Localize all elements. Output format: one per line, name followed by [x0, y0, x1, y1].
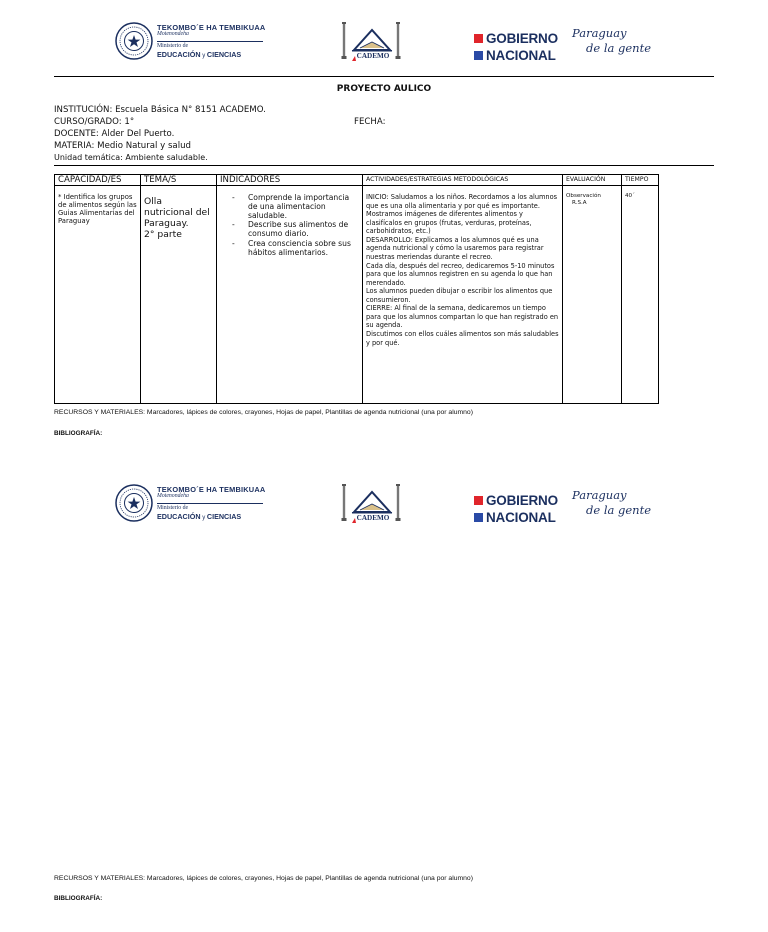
national-seal-icon	[115, 484, 153, 522]
ministry-logo	[157, 486, 265, 521]
cell-actividades	[363, 186, 563, 404]
fecha-field: FECHA:	[354, 117, 386, 127]
evaluacion-line1: Observación	[566, 193, 601, 199]
actividad-paragraph: Discutimos con ellos cuáles alimentos son más saludables y por qué.	[366, 330, 559, 347]
actividad-paragraph: INICIO: Saludamos a los niños. Recordamos a los alumnos que es una olla alimentaria y por qué es importante. Mostramos imágenes de diferentes alimentos y clasifícalos en grupos (frutas, verduras, proteínas, carbohidratos, etc.)	[366, 193, 558, 236]
institucion-field: INSTITUCIÓN: Escuela Básica N° 8151 ACADEMO.	[54, 105, 266, 115]
cademo-logo-text: CADEMO	[356, 514, 390, 522]
bibliografia-text: BIBLIOGRAFÍA:	[54, 895, 103, 902]
tema-line2: 2° parte	[144, 229, 182, 241]
ministry-line1: TEKOMBO´E HA TEMBIKUAA	[157, 485, 266, 494]
ministry-divider	[157, 503, 263, 504]
cell-tiempo: 40´	[622, 186, 659, 404]
paraguay-line2: de la gente	[586, 40, 652, 55]
gob-line2: NACIONAL	[486, 509, 556, 525]
cell-capacidades: * Identifica los grupos de alimentos según las Guias Alimentarias del Paraguay	[55, 186, 141, 404]
ministry-line1: TEKOMBO´E HA TEMBIKUAA	[157, 23, 266, 32]
docente-field: DOCENTE: Alder Del Puerto.	[54, 129, 175, 139]
cell-indicadores	[217, 186, 363, 404]
recursos-text: RECURSOS Y MATERIALES: Marcadores, lápices de colores, crayones, Hojas de papel, Plantillas de agenda nutricional (una por alumno)	[54, 875, 473, 882]
document-title: PROYECTO AULICO	[336, 84, 432, 94]
header-evaluacion: EVALUACIÓN	[563, 175, 622, 186]
evaluacion-line2: R.S.A	[572, 200, 587, 207]
ministry-line3: Ministerio de	[157, 43, 189, 50]
header-actividades: ACTIVIDADES/ESTRATEGIAS METODOLÓGICAS	[363, 175, 563, 186]
curso-field: CURSO/GRADO: 1°	[54, 117, 135, 127]
plan-table	[54, 174, 659, 404]
ministry-line3: Ministerio de	[157, 505, 189, 512]
actividad-paragraph: CIERRE: Al final de la semana, dedicaremos un tiempo para que los alumnos compartan lo que han registrado en su agenda.	[366, 304, 559, 330]
cell-tema	[141, 186, 217, 404]
bibliografia-text: BIBLIOGRAFÍA:	[54, 430, 103, 437]
unidad-field: Unidad temática: Ambiente saludable.	[54, 153, 208, 162]
paraguay-line1: Paraguay	[572, 488, 627, 502]
ministry-logo	[157, 24, 265, 59]
paraguay-de-la-gente-logo	[572, 488, 651, 518]
header-tema: TEMA/S	[141, 175, 217, 186]
national-seal-icon	[115, 22, 153, 60]
ministry-line2: Motenondeha	[157, 493, 189, 500]
paraguay-line1: Paraguay	[572, 26, 627, 40]
cell-evaluacion	[563, 186, 622, 404]
gob-line1: GOBIERNO	[486, 492, 558, 508]
header-tiempo: TIEMPO	[622, 175, 659, 186]
header-logos	[0, 482, 768, 530]
materia-field: MATERIA: Medio Natural y salud	[54, 141, 191, 151]
gobierno-nacional-logo	[474, 492, 558, 526]
red-square-icon	[474, 34, 483, 43]
ministry-line4: EDUCACIÓN y CIENCIAS	[157, 50, 242, 59]
gobierno-nacional-logo	[474, 30, 558, 64]
header-indicadores: INDICADORES	[217, 175, 363, 186]
header-rule	[54, 76, 714, 77]
red-square-icon	[474, 496, 483, 505]
recursos-text: RECURSOS Y MATERIALES: Marcadores, lápices de colores, crayones, Hojas de papel, Plantillas de agenda nutricional (una por alumno)	[54, 409, 473, 416]
actividad-paragraph: Los alumnos pueden dibujar o escribir los alimentos que consumieron.	[366, 287, 553, 304]
blue-square-icon	[474, 51, 483, 60]
header-logos	[0, 20, 768, 68]
indicador-item: - Crea consciencia sobre sus hábitos alimentarios.	[248, 239, 359, 257]
blue-square-icon	[474, 513, 483, 522]
paraguay-de-la-gente-logo	[572, 26, 651, 56]
gob-line2: NACIONAL	[486, 47, 556, 63]
table-header-row	[55, 175, 659, 186]
actividad-paragraph: DESARROLLO: Explicamos a los alumnos qué es una agenda nutricional y cómo la usaremos para registrar nuestras meriendas durante el recreo.	[366, 235, 544, 261]
info-rule	[54, 165, 714, 166]
indicador-item: - Describe sus alimentos de consumo diario.	[248, 220, 359, 238]
header-capacidades: CAPACIDAD/ES	[55, 175, 141, 186]
ministry-line2: Motenondeha	[157, 31, 189, 38]
table-row	[55, 186, 659, 404]
ministry-line4: EDUCACIÓN y CIENCIAS	[157, 512, 242, 521]
cademo-logo-text: CADEMO	[356, 52, 390, 60]
paraguay-line2: de la gente	[586, 502, 652, 517]
actividad-paragraph: Cada día, después del recreo, dedicaremos 5-10 minutos para que los alumnos registren en su agenda lo que han merendado.	[366, 261, 555, 287]
ministry-divider	[157, 41, 263, 42]
tema-line1: Olla nutricional del Paraguay.	[144, 196, 210, 230]
indicador-item: - Comprende la importancia de una alimentacion saludable.	[248, 193, 359, 220]
gob-line1: GOBIERNO	[486, 30, 558, 46]
